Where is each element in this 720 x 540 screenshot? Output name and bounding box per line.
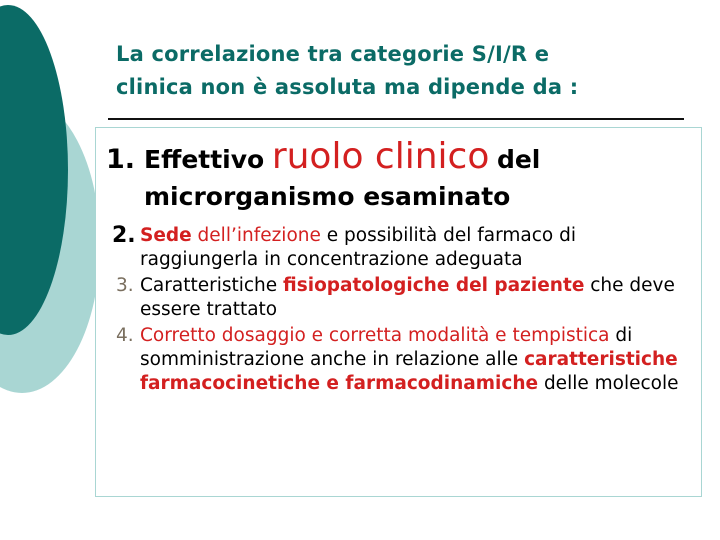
- item4-highlight: caratteristiche farmacocinetiche e farmacodinamiche: [140, 349, 678, 394]
- item2-red-text: dell’infezione: [191, 225, 321, 246]
- item1-line-2: microrganismo esaminato: [144, 182, 511, 211]
- item4-text-after: delle molecole: [538, 373, 679, 394]
- numbered-list: [106, 222, 696, 396]
- list-item-2: [106, 222, 696, 272]
- decorative-ovals: [0, 0, 110, 400]
- list-number-3: 3.: [116, 275, 134, 296]
- list-item-4: [106, 322, 696, 396]
- item3-text-after: che deve essere trattato: [140, 275, 675, 320]
- item3-text-before: Caratteristiche: [140, 275, 284, 296]
- item4-text: di somministrazione anche in relazione alle: [140, 325, 633, 370]
- item1-text-before: Effettivo: [144, 145, 265, 174]
- item1-text-after: del: [496, 145, 541, 174]
- item3-highlight: fisiopatologiche del paziente: [283, 275, 585, 296]
- item4-red-text: Corretto dosaggio e corretta modalità e tempistica: [140, 325, 610, 346]
- item2-highlight: Sede: [140, 225, 192, 246]
- title-line-2: clinica non è assoluta ma dipende da :: [116, 75, 579, 99]
- title-divider: [108, 118, 684, 120]
- slide-title: [116, 38, 676, 104]
- list-number-4: 4.: [116, 325, 134, 346]
- item1-highlight: ruolo clinico: [271, 136, 490, 177]
- list-item-1: [106, 136, 706, 211]
- list-item-3: [106, 272, 696, 322]
- list-number-1: 1.: [106, 144, 136, 175]
- item2-text: e possibilità del farmaco di raggiungerla in concentrazione adeguata: [140, 225, 577, 270]
- title-line-1: La correlazione tra categorie S/I/R e: [116, 42, 550, 66]
- list-number-2: 2.: [112, 223, 136, 248]
